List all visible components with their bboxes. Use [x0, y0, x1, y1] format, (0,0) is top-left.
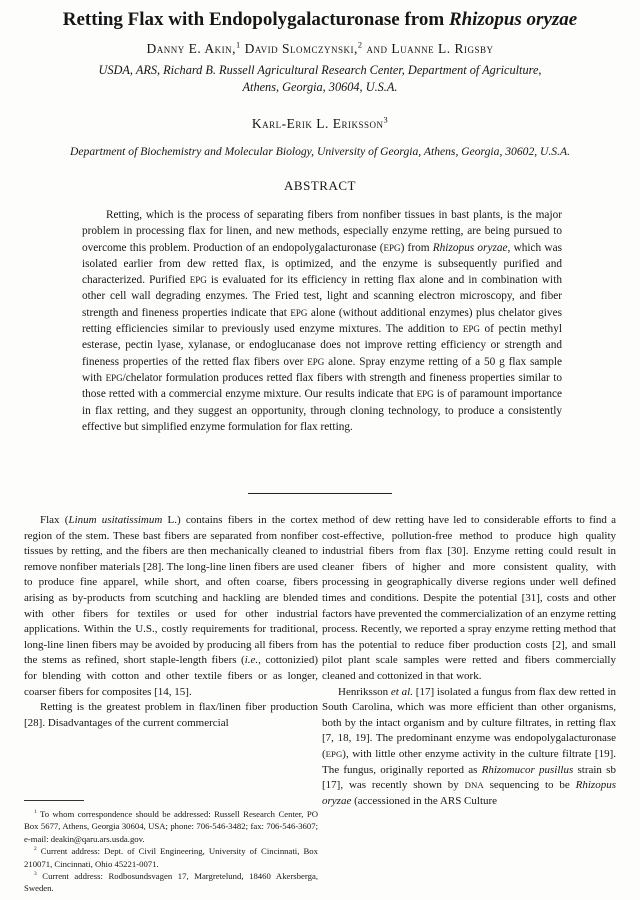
- title-species: Rhizopus oryzae: [448, 9, 578, 30]
- footnotes: [24, 808, 318, 895]
- intro-paragraph-4: Henriksson et al. [17] isolated a fungus from flax dew retted in South Carolina, which was more efficient than other organisms, both by the intact organism and by culture filtrates, in retting flax [7, 18, 19]. The predominant enzyme was endopolygalacturonase (EPG), with little other enzyme activity in the culture filtrate [19]. The fungus, originally reported as Rhizomucor pusillus strain sb [17], was recently shown by DNA sequencing to be Rhizopus oryzae (accessioned in the ARS Culture: [322, 685, 617, 807]
- author-slomczynski: David Slomczynski,: [240, 41, 358, 56]
- right-column: [322, 513, 616, 809]
- affiliation-uga: Department of Biochemistry and Molecular Biology, University of Georgia, Athens, Georgia, 30602, U.S.A.: [70, 145, 570, 158]
- author-eriksson: [20, 116, 620, 132]
- footnote-2: $^2$ Current address: Dept. of Civil Engineering, University of Cincinnati, Box 210071, Cincinnati, Ohio 45221-0071.: [24, 846, 318, 869]
- title-text: Retting Flax with Endopolygalacturonase from: [62, 9, 449, 30]
- left-column: [24, 513, 318, 731]
- section-divider: [248, 493, 392, 494]
- author-rigsby: and Luanne L. Rigsby: [362, 41, 494, 56]
- footnote-mark: 1: [236, 40, 241, 50]
- intro-paragraph-1: Flax (Linum usitatissimum L.) contains fibers in the cortex region of the stem. These bast fibers are separated from nonfiber tissues by retting, and the fibers are then mechanically cleaned to remove nonfiber materials [28]. The long-line linen fibers are used to produce fine apparel, while short, and often coarse, fibers arising as by-products from scutching and hackling are blended with other fibers for textiles or used for other industrial applications. Within the U.S., costly requirements for traditional, long-line linen fibers may be avoided by producing all fibers from the stems as refined, short staple-length fibers (i.e., cottonizied) for blending with cotton and other textile fibers or as longer, coarser fibers for composites [14, 15].: [24, 514, 318, 698]
- abstract-body: Retting, which is the process of separating fibers from nonfiber tissues in bast plants, is the major problem in processing flax for linen, and new methods, especially enzyme retting, are being pursued to overcome this problem. Production of an endopolygalacturonase (EPG) from Rhizopus oryzae, which was isolated earlier from dew retted flax, is optimized, and the enzyme is subsequently purified and characterized. Purified EPG is evaluated for its efficiency in retting flax alone and in combination with other cell wall degrading enzymes. The Fried test, light and scanning electron microscopy, and fiber strength and fineness properties indicate that EPG alone (without additional enzymes) plus chelator gives retting efficiencies similar to previously used enzyme mixtures. The addition to EPG of pectin methyl esterase, pectin lyase, xylanase, or endoglucanase does not improve retting efficiency or strength and fineness properties of the retted flax fibers over EPG alone. Spray enzyme retting of a 50 g flax sample with EPG/chelator formulation produces retted flax fibers with strength and fineness properties similar to those retted with a commercial enzyme mixture. Our results indicate that EPG is of paramount importance in flax retting, and they suggest an opportunity, through cloning technology, to produce a consistently effective but simplified enzyme formulation for flax retting.: [82, 209, 563, 433]
- article-title: [20, 8, 620, 32]
- affiliation-line: Athens, Georgia, 30604, U.S.A.: [242, 80, 398, 94]
- intro-paragraph-3: method of dew retting have led to considerable efforts to find a cost-effective, pollution-free method to produce high quality industrial fibers from flax [30]. Enzyme retting could result in cleaner fibers of higher and more consistent quality, with processing in geographically diverse regions under well defined times and conditions. Despite the potential [31], costs and other factors have prevented the commercialization of an enzyme retting process. Recently, we reported a spray enzyme retting method that has the potential to reduce fiber production costs [2], and small pilot plant scale samples were retted and fibers commercially cleaned and cottonized in that work.: [322, 514, 616, 682]
- footnote-3: $^3$ Current address: Rodbosundsvagen 17, Margretelund, 18460 Akersberga, Sweden.: [24, 871, 318, 894]
- footnote-divider: [24, 800, 84, 801]
- author-akin: Danny E. Akin,: [146, 41, 237, 56]
- footnote-mark: 2: [357, 40, 363, 50]
- affiliation-usda: [40, 62, 600, 96]
- author-name: Karl-Erik L. Eriksson: [251, 116, 384, 131]
- footnote-1: $^1$ To whom correspondence should be addressed: Russell Research Center, PO Box 5677, Athens, Georgia 30604, USA; phone: 706-546-3482; fax: 706-546-3607; e-mail: deakin@qaru.ars.usda.gov.: [24, 809, 318, 844]
- footnote-mark: 3: [383, 115, 389, 125]
- author-line: [20, 41, 620, 57]
- affiliation-line: USDA, ARS, Richard B. Russell Agricultural Research Center, Department of Agriculture,: [98, 63, 542, 77]
- abstract-heading: ABSTRACT: [284, 178, 356, 193]
- intro-paragraph-2: Retting is the greatest problem in flax/linen fiber production [28]. Disadvantages of the current commercial: [24, 701, 318, 729]
